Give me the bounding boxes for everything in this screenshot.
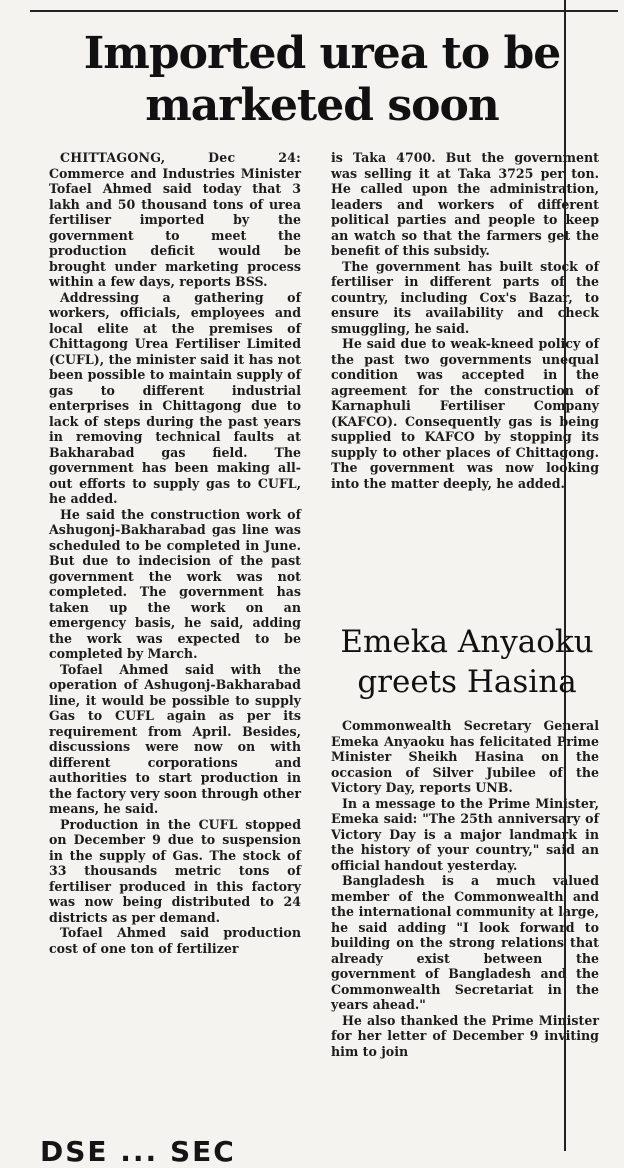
article-paragraph: Tofael Ahmed said production cost of one ton of fertilizer	[49, 925, 301, 956]
second-article-column	[331, 718, 599, 1059]
article-paragraph: He said the construction work of Ashugonj-Bakharabad gas line was scheduled to be completed in June. But due to indecision of the past government the work was not completed. The government has taken up the work on an emergency basis, he said, adding the work was expected to be completed by March.	[49, 506, 301, 661]
article-paragraph: The government has built stock of fertiliser in different parts of the country, including Cox's Bazar, to ensure its availability and check smuggling, he said.	[331, 258, 599, 336]
lead-paragraph	[49, 150, 301, 290]
article-paragraph: is Taka 4700. But the government was selling it at Taka 3725 per ton. He called upon the administration, leaders and workers of different political parties and people to keep an watch so that the farmers get the benefit of this subsidy.	[331, 150, 599, 258]
article-paragraph: Commonwealth Secretary General Emeka Anyaoku has felicitated Prime Minister Sheikh Hasina on the occasion of Silver Jubilee of the Victory Day, reports UNB.	[331, 718, 599, 795]
article-left-column	[49, 150, 301, 956]
article-right-column	[331, 150, 599, 491]
article-paragraph: In a message to the Prime Minister, Emeka said: "The 25th anniversary of Victory Day is a major landmark in the history of your country," said an official handout yesterday.	[331, 795, 599, 873]
article-paragraph: He said due to weak-kneed policy of the past two governments unequal condition was accepted in the agreement for the construction of Karnaphuli Fertiliser Company (KAFCO). Consequently gas is being supplied to KAFCO by stopping its supply to other places of Chittagong. The government was now looking into the matter deeply, he added.	[331, 336, 599, 491]
lead-text: Commerce and Industries Minister Tofael Ahmed said today that 3 lakh and 50 thousand tons of urea fertiliser imported by the government to meet the production deficit would be brought under marketing process within a few days, reports BSS.	[49, 165, 301, 289]
article-headline: Imported urea to be marketed soon	[83, 28, 561, 131]
article-paragraph: He also thanked the Prime Minister for her letter of December 9 inviting him to join	[331, 1012, 599, 1059]
cut-off-headline: DSE ... SEC	[40, 1135, 236, 1168]
second-article-headline: Emeka Anyaoku greets Hasina	[340, 624, 594, 700]
article-paragraph: Tofael Ahmed said with the operation of Ashugonj-Bakharabad line, it would be possible to supply Gas to CUFL again as per its requirement from April. Besides, discussions were now on with different corporations and authorities to start production in the factory very soon through other means, he said.	[49, 661, 301, 816]
dateline: CHITTAGONG, Dec 24:	[60, 150, 301, 165]
article-paragraph: Production in the CUFL stopped on December 9 due to suspension in the supply of Gas. The stock of 33 thousands metric tons of fertiliser produced in this factory was now being distributed to 24 districts as per demand.	[49, 816, 301, 925]
article-paragraph: Addressing a gathering of workers, officials, employees and local elite at the premises of Chittagong Urea Fertiliser Limited (CUFL), the minister said it has not been possible to maintain supply of gas to different industrial enterprises in Chittagong due to lack of steps during the past years in removing technical faults at Bakharabad gas field. The government has been making all-out efforts to supply gas to CUFL, he added.	[49, 289, 301, 506]
top-rule	[30, 10, 618, 12]
article-paragraph: Bangladesh is a much valued member of the Commonwealth and the international community at large, he said adding "I look forward to building on the strong relations that already exist between the government of Bangladesh and the Commonwealth Secretariat in the years ahead."	[331, 873, 599, 1012]
